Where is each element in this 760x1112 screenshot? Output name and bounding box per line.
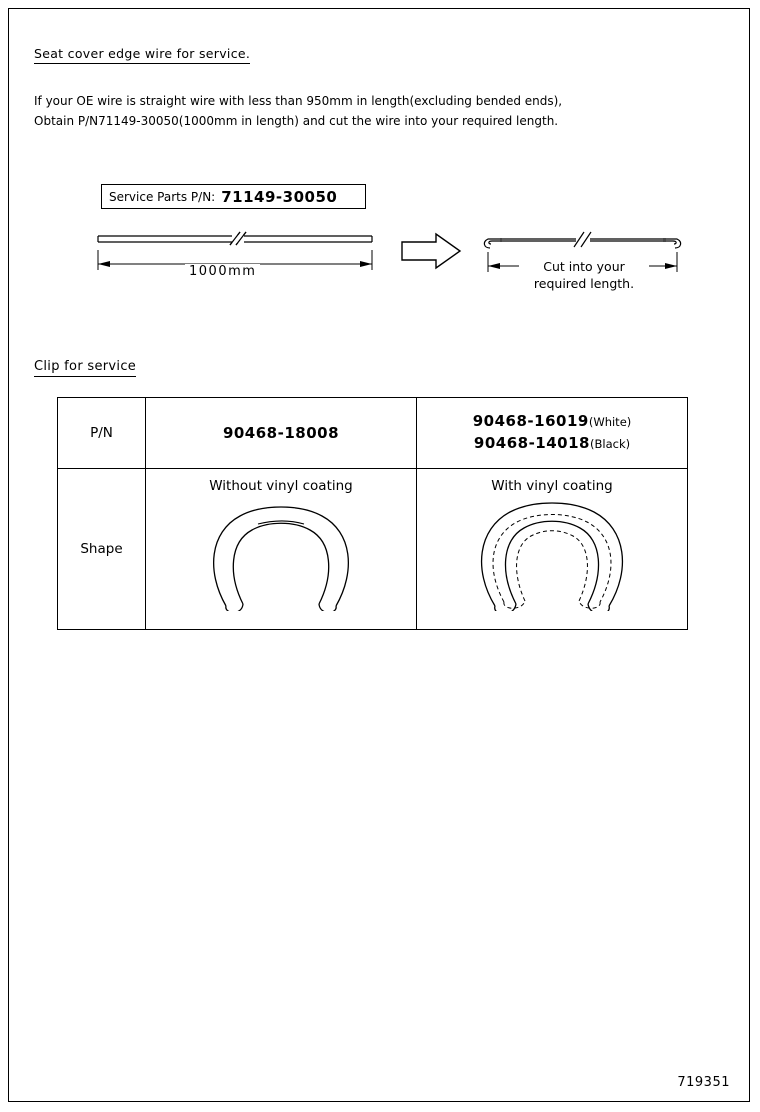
service-part-number-label: Service Parts P/N: — [109, 189, 216, 204]
clip-b-shape-cell — [417, 469, 688, 630]
clip-a-shape-caption: Without vinyl coating — [209, 478, 353, 494]
cut-instruction-label — [519, 258, 649, 292]
process-arrow — [400, 232, 462, 276]
straight-wire-figure — [90, 228, 380, 290]
table-row-shapes — [58, 469, 688, 630]
clip-b-part-number-alt: 90468-14018 — [473, 434, 590, 452]
cut-instruction-line-2: required length. — [533, 276, 635, 291]
clip-a-part-number-stack — [147, 423, 415, 444]
wire-dimension-label: 1000mm — [185, 264, 260, 279]
section-2-heading: Clip for service — [34, 359, 136, 377]
clip-b-part-number-cell — [417, 398, 688, 469]
clip-b-shape-caption: With vinyl coating — [491, 478, 613, 494]
clip-table — [57, 397, 688, 630]
arrow-right-icon — [400, 232, 462, 276]
clip-a-shape-inner — [147, 470, 415, 628]
clip-with-coating-icon — [467, 496, 637, 611]
clip-a-shape-cell — [146, 469, 417, 630]
row-label-shape: Shape — [58, 469, 146, 630]
section-1-text-line-2: Obtain P/N71149-30050(1000mm in length) and cut the wire into your required length. — [34, 114, 559, 128]
clip-a-part-number: 90468-18008 — [222, 423, 340, 442]
section-1-heading: Seat cover edge wire for service. — [34, 46, 250, 64]
clip-b-shape-inner — [418, 470, 686, 628]
clip-without-coating-icon — [196, 496, 366, 611]
straight-wire-drawing — [90, 228, 380, 290]
section-1-text-line-1: If your OE wire is straight wire with less than 950mm in length(excluding bended ends), — [34, 94, 563, 108]
row-label-pn: P/N — [58, 398, 146, 469]
document-number: 719351 — [677, 1075, 730, 1090]
cut-instruction-line-1: Cut into your — [543, 259, 625, 274]
clip-b-part-number-stack — [418, 411, 686, 455]
clip-b-part-number-alt-suffix: (Black) — [590, 437, 631, 451]
clip-b-part-number-primary: 90468-16019 — [472, 412, 589, 430]
clip-b-part-number-primary-suffix: (White) — [588, 415, 632, 429]
clip-a-part-number-cell — [146, 398, 417, 469]
service-part-number-box — [101, 184, 366, 209]
service-part-number-value: 71149-30050 — [221, 187, 338, 206]
table-row-part-numbers — [58, 398, 688, 469]
